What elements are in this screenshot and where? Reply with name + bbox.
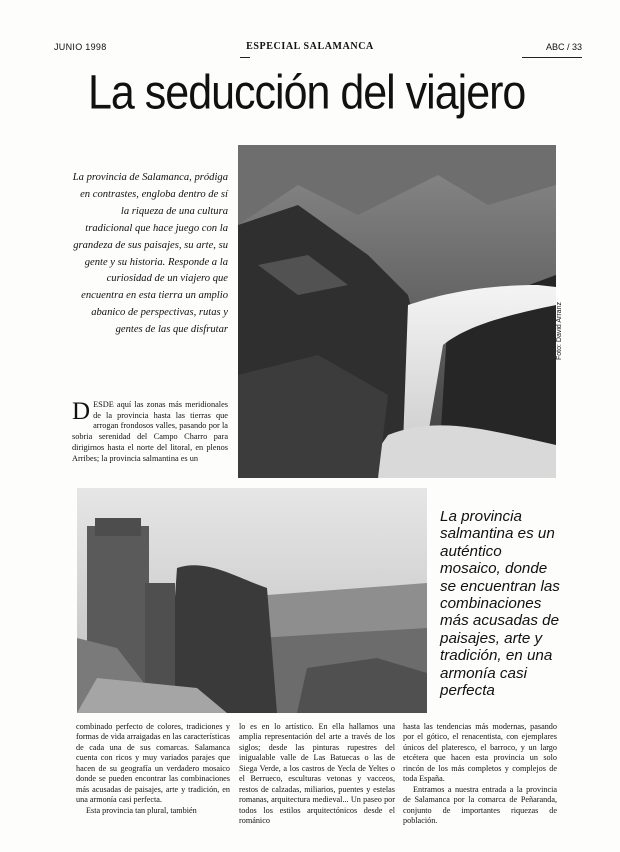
body-paragraph: combinado perfecto de colores, tradiciones y formas de vida arraigadas en las características de cada una de sus comarcas. Salamanca cuenta con ricos y muy variados parajes que hacen de su geografía un verdadero mosaico donde se pueden encontrar las combinaciones más acusadas de paisajes, arte y tradición, en una armonía casi perfecta.	[76, 722, 230, 805]
header-rule-right	[522, 57, 582, 58]
body-paragraph: hasta las tendencias más modernas, pasando por el gótico, el renacentista, con ejemplares únicos del plateresco, el barroco, y un largo etcétera que hacen esta provincia un solo rincón de los más completos y complejos de toda España.	[403, 722, 557, 784]
standfirst: La provincia de Salamanca, pródiga en contrastes, engloba dentro de sí la riqueza de una cultura tradicional que hace juego con la grandeza de sus paisajes, su arte, su gente y su historia. Responde a la curiosidad de un viajero que encuentra en esta tierra un amplio abanico de perspectivas, rutas y gentes de las que disfrutar	[72, 172, 228, 336]
body-paragraph: Esta provincia tan plural, también	[86, 805, 197, 815]
intro-text: ESDE aquí las zonas más meridionales de la provincia hasta las tierras que arrogan frondosos valles, pasando por la sobria serenidad del Campo Charro para dirigirnos hasta el norte del litoral, en plenos Arribes; la provincia salmantina es un	[72, 400, 228, 463]
body-paragraph: lo es en lo artístico. En ella hallamos una amplia representación del arte a través de los siglos; desde las pinturas rupestres del inigualable valle de Las Batuecas o las de Siega Verde, a los castros de Yecla de Yeltes o el Berrueco, esculturas vetonas y vacceos, restos de calzadas, miliarios, puentes y estelas romanas, arquitectura medieval... Un paseo por todos los estilos arquitectónicos desde el románico	[239, 722, 395, 826]
body-column-2	[239, 722, 395, 827]
body-column-1	[76, 722, 230, 816]
headline: La seducción del viajero	[88, 66, 526, 120]
header-rule-left	[240, 57, 250, 58]
waterfall-photo	[238, 145, 556, 478]
header-date: JUNIO 1998	[54, 42, 107, 52]
intro-paragraph	[72, 400, 228, 464]
photo-credit: Foto: David Arranz	[556, 302, 563, 360]
pull-quote: La provincia salmantina es un auténtico mosaico, donde se encuentran las combinaciones más acusadas de paisajes, arte y tradición, en una armonía casi perfecta	[440, 508, 560, 700]
header-section: ESPECIAL SALAMANCA	[246, 41, 374, 52]
body-paragraph: Entramos a nuestra entrada a la provincia de Salamanca por la comarca de Peñaranda, conjunto de importantes riquezas de población.	[403, 784, 557, 826]
body-column-3	[403, 722, 557, 827]
castle-landscape-photo	[77, 488, 427, 713]
drop-cap: D	[72, 398, 91, 425]
header-page-number: ABC / 33	[545, 42, 582, 52]
